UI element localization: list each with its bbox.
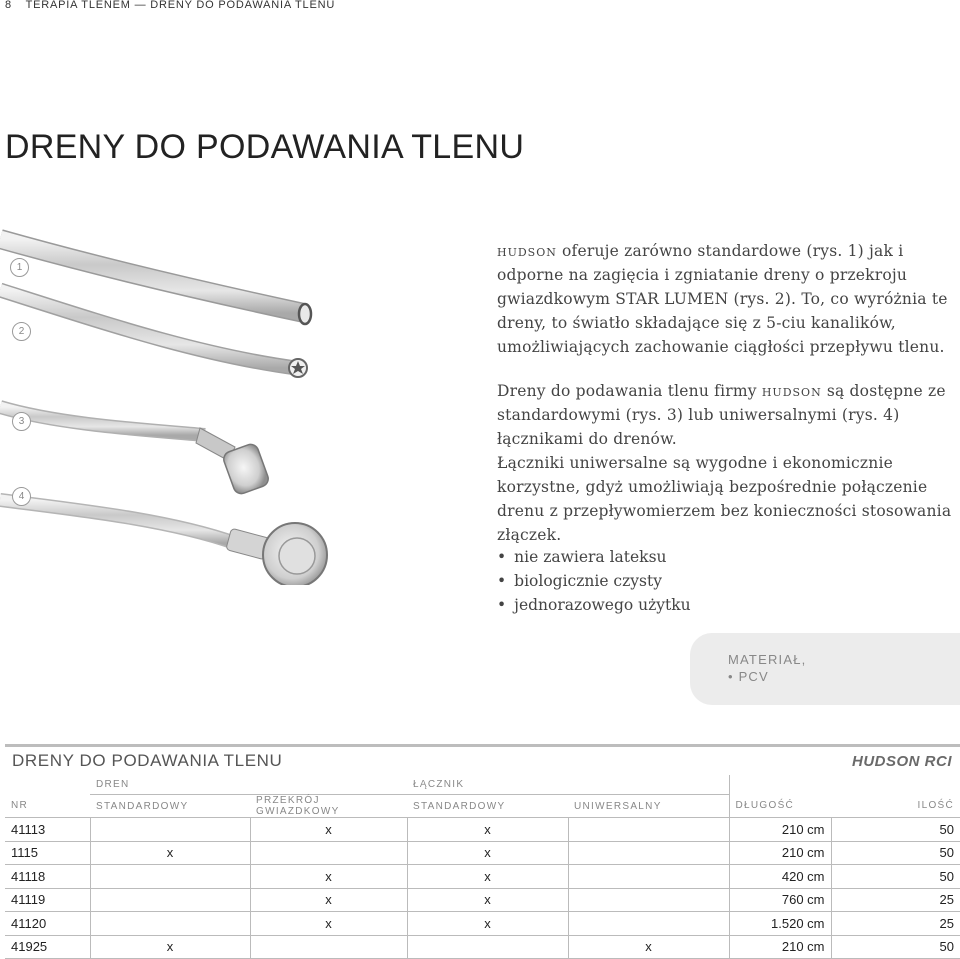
table-row: [5, 935, 960, 959]
cell-length: 1.520 cm: [729, 912, 831, 936]
product-table-section: [5, 744, 960, 959]
cell-universal: [568, 818, 729, 842]
intro-text-2a: Dreny do podawania tlenu firmy: [497, 382, 762, 400]
cell-dren-standard: x: [90, 935, 250, 959]
col-header-star: PRZEKRÓJ GWIAZDKOWY: [250, 795, 407, 818]
cell-universal: [568, 888, 729, 912]
cell-length: 760 cm: [729, 888, 831, 912]
intro-text-2b: są dostępne ze standardowymi (rys. 3) lub uniwersalnymi (rys. 4) łącznikami do drenów.: [497, 382, 946, 448]
page-number: 8: [5, 0, 12, 11]
cell-qty: 50: [831, 865, 960, 889]
product-table: [5, 775, 960, 959]
intro-paragraph-2: [497, 379, 959, 547]
cell-qty: 50: [831, 818, 960, 842]
col-header-lacznik-standard: STANDARDOWY: [407, 795, 568, 818]
intro-text-1: oferuje zarówno standardowe (rys. 1) jak i odporne na zagięcia i zgniatanie dreny o przekroju gwiazdkowym STAR LUMEN (rys. 2). To, co wyróżnia te dreny, to światło składające się z 5-ciu kanalików, umożliwiających zachowanie ciągłości przepływu tlenu.: [497, 242, 948, 356]
table-title: DRENY DO PODAWANIA TLENU: [12, 751, 283, 770]
cell-universal: [568, 841, 729, 865]
cell-qty: 25: [831, 888, 960, 912]
cell-universal: x: [568, 935, 729, 959]
figure-label-4: 4: [12, 487, 31, 506]
cell-lacznik-standard: [407, 935, 568, 959]
col-header-length: DŁUGOŚĆ: [729, 795, 831, 818]
intro-paragraph-1: [497, 239, 959, 359]
cell-length: 210 cm: [729, 935, 831, 959]
cell-nr: 41925: [5, 935, 90, 959]
cell-universal: [568, 912, 729, 936]
cell-star: [250, 841, 407, 865]
material-box: [690, 633, 960, 705]
cell-dren-standard: [90, 912, 250, 936]
cell-lacznik-standard: x: [407, 818, 568, 842]
col-header-qty: ILOŚĆ: [831, 795, 960, 818]
col-header-nr: NR: [5, 795, 90, 818]
tubes-illustration: [0, 225, 340, 585]
cell-lacznik-standard: x: [407, 912, 568, 936]
cell-dren-standard: x: [90, 841, 250, 865]
table-row: [5, 865, 960, 889]
cell-nr: 41120: [5, 912, 90, 936]
cell-qty: 50: [831, 841, 960, 865]
table-row: [5, 888, 960, 912]
group-header-dren: DREN: [90, 775, 407, 795]
cell-star: x: [250, 865, 407, 889]
brand-name: hudson: [497, 242, 557, 260]
feature-item: • biologicznie czysty: [497, 569, 691, 593]
running-head-text: TERAPIA TLENEM — DRENY DO PODAWANIA TLENU: [25, 0, 336, 11]
logo-text: HUDSON RCI: [851, 753, 952, 768]
cell-dren-standard: [90, 888, 250, 912]
col-header-dren-standard: STANDARDOWY: [90, 795, 250, 818]
cell-nr: 41118: [5, 865, 90, 889]
cell-star: x: [250, 888, 407, 912]
cell-length: 420 cm: [729, 865, 831, 889]
cell-star: x: [250, 912, 407, 936]
page-title: DRENY DO PODAWANIA TLENU: [5, 128, 525, 166]
intro-text-3: Łączniki uniwersalne są wygodne i ekonomicznie korzystne, gdyż umożliwiają bezpośrednie połączenie drenu z przepływomierzem bez konieczności stosowania złączek.: [497, 454, 952, 544]
group-header-lacznik: ŁĄCZNIK: [407, 775, 729, 795]
cell-star: x: [250, 818, 407, 842]
cell-lacznik-standard: x: [407, 888, 568, 912]
cell-length: 210 cm: [729, 841, 831, 865]
hudson-rci-logo: [819, 752, 954, 768]
figure-label-2: 2: [12, 322, 31, 341]
cell-universal: [568, 865, 729, 889]
cell-dren-standard: [90, 818, 250, 842]
col-header-universal: UNIWERSALNY: [568, 795, 729, 818]
cell-dren-standard: [90, 865, 250, 889]
running-head: [5, 0, 335, 11]
tube-end-1: [299, 304, 311, 324]
table-row: [5, 912, 960, 936]
cell-length: 210 cm: [729, 818, 831, 842]
cell-lacznik-standard: x: [407, 841, 568, 865]
cell-qty: 50: [831, 935, 960, 959]
feature-list: [497, 545, 691, 617]
cell-nr: 41119: [5, 888, 90, 912]
material-heading: MATERIAŁ,: [728, 652, 807, 667]
product-figure: [0, 225, 340, 585]
cell-nr: 1115: [5, 841, 90, 865]
feature-item: • nie zawiera lateksu: [497, 545, 691, 569]
feature-item: • jednorazowego użytku: [497, 593, 691, 617]
material-item: • PCV: [728, 669, 769, 684]
figure-label-1: 1: [10, 258, 29, 277]
cell-qty: 25: [831, 912, 960, 936]
cell-lacznik-standard: x: [407, 865, 568, 889]
cell-star: [250, 935, 407, 959]
table-row: [5, 818, 960, 842]
figure-label-3: 3: [12, 412, 31, 431]
cell-nr: 41113: [5, 818, 90, 842]
table-row: [5, 841, 960, 865]
brand-name-2: hudson: [761, 382, 822, 400]
